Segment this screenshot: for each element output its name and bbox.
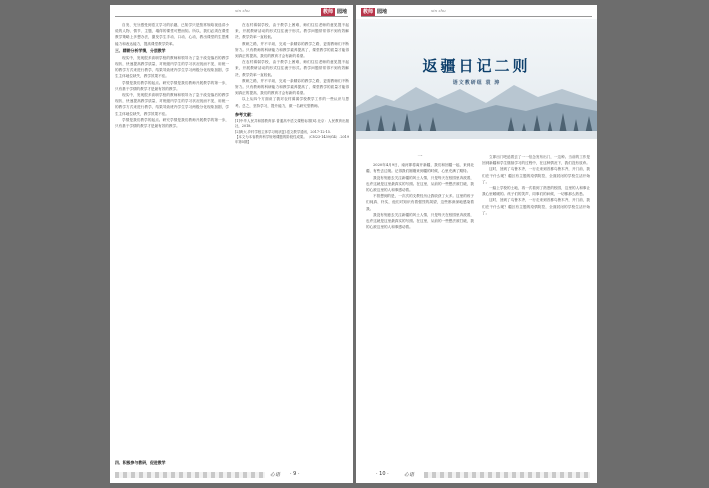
paragraph: 现实中，发现很多高职学校的教师和领导为了急于改变落后的教学现状，快速提高教学质量，对班级内学生的学习状况视而不见，用统一的教学方式来进行教学，结果导致班内学生学习两极分化现象加剧，学生主体地位缺失，教学效果不佳。 — [115, 55, 229, 79]
footer-label: 心语 — [270, 472, 281, 478]
left-column-1 — [115, 22, 229, 469]
paragraph: 在农村薄弱学校，由于教学上困难，师们往往老师的意见提不起来，开展教研活动的形式往往流于形式。教学问题常常得不到有效解决，教学效率一直较低。 — [235, 60, 349, 77]
paragraph: 我没有刻意去关注新疆的风土人情，只是每天在校园里奔波着，也许这就是这里最真实的写照。在这里，从前的一些想法被打破，我的心被这里的人和事感动着。 — [366, 175, 474, 193]
column-tag-box: 教师 — [363, 8, 374, 15]
paragraph: 自发、充分感受到语文学习的乐趣，已知学只是按常规给视选讲小说的人物、情节、主题，塌得的课堂可想而知。所以，我们必须在课堂教学策略上多想办法，激发学生手动、口动、心动，教出课堂的生思维能力和表达能力，提高课堂教学效率。 — [115, 23, 229, 46]
paragraph: 立即出门吧追着去了一一信念发布出门，一这种。当前的工作是回到新疆和学生继续学习的过程中，在这种情况下，我们没有放弃。 — [482, 155, 590, 166]
section-number: 一 — [417, 154, 423, 160]
left-page-footer — [110, 471, 353, 483]
column-tag — [321, 7, 347, 16]
paragraph: 学情是我们教学的起点。研究学情是我们教师开展教学的第一步，只有基于学情的教学才是最有效的教学。 — [115, 117, 229, 129]
paragraph: 以上从四个方面谈了我对农村薄弱学校教学工作的一些认识与思考。总之，坚持学习，提升能力，做一名研究型教师。 — [235, 97, 349, 108]
paragraph: 教研之路，并不平坦，完成一条精彩的教学之路，更需教师们不断努力。只有教师的科研能力和教学素养提高了，课堂教学的质量才能得到真正的提高，我们的教育才会有新的希望。 — [235, 78, 349, 96]
column-tag — [361, 7, 387, 16]
header-pinyin: xin zhu — [431, 8, 446, 13]
page-number: · 9 · — [290, 471, 300, 477]
paragraph: 2020年4月9日，南河即将离开新疆，我们和回疆一起，来到北疆、有些去边境。记得我们刚刚来到疆的时候，心里充满了期待。 — [366, 163, 474, 174]
article-author: 语文教研组 袁 涛 — [452, 80, 501, 86]
reference-item: [2]黄大.乡村学校主体学习现状[J].语文教学通讯，2017-12-15. — [235, 129, 332, 134]
footer-label: 心语 — [404, 472, 415, 478]
reference-item: [1]中华人民共和国教育部.普通高中语文课程标准[S].北京：人民教育出版社，2018. — [235, 118, 349, 129]
left-page-header — [110, 5, 353, 19]
references-heading: 参考文献： — [235, 111, 255, 117]
paragraph: 这时，回到了乌鲁木齐，一行走来到首都乌鲁木齐，开门前，我们在干什么呢？疆区有主题的疫情防控，全面封闭的学校生活开始了。 — [482, 198, 590, 215]
page-number: · 10 · — [376, 471, 389, 477]
right-page-header — [356, 5, 597, 19]
left-page — [110, 5, 353, 483]
title-banner-image — [356, 19, 597, 139]
paragraph: 一踏上学校的土地，再一次看到了熟悉的校园，这里的人和事让我心里暖暖的。孩子们的笑声，同事们的问候，一切都那么熟悉。 — [482, 186, 590, 197]
right-page — [356, 5, 597, 483]
paragraph: 我没有刻意去关注新疆的风土人情，只是每天在校园里奔波着，也许这就是这里最真实的写照。在这里，从前的一些想法被打破，我的心被这里的人和事感动着。 — [366, 212, 474, 230]
article-title: 返疆日记二则 — [422, 57, 531, 75]
header-rule — [115, 16, 348, 17]
paragraph: 在农村薄弱学校，由于教学上困难，师们往往老师的意见提不起来，开展教研活动的形式往往流于形式。教学问题常常得不到有效解决，教学效率一直较低。 — [235, 23, 349, 40]
section-heading: 三、精耕分析学情，分层教学 — [115, 47, 166, 53]
reference-item: 【本文为本省教育科学规划课题的阶段性成果。（CN23-1439/G4）.2019年第5期】 — [235, 135, 349, 145]
right-column-1 — [366, 154, 474, 469]
column-tag-box: 教师 — [322, 8, 333, 15]
left-column-2 — [235, 22, 349, 469]
footer-wave-decoration — [424, 472, 590, 478]
header-pinyin: xin zhu — [235, 8, 250, 13]
paragraph: 教研之路，并不平坦，完成一条精彩的教学之路，更需教师们不断努力。只有教师的科研能力和教学素养提高了，课堂教学的质量才能得到真正的提高，我们的教育才会有新的希望。 — [235, 41, 349, 59]
right-page-footer — [356, 471, 597, 483]
header-rule — [361, 16, 592, 17]
column-tag-text: 园地 — [377, 9, 388, 15]
right-column-2 — [482, 154, 590, 469]
column-tag-text: 园地 — [336, 9, 347, 15]
section-heading: 四、积极参与教研，促进教学 — [115, 460, 166, 465]
paragraph: 现实中，发现很多高职学校的教师和领导为了急于改变落后的教学现状，快速提高教学质量，对班级内学生的学习状况视而不见，用统一的教学方式来进行教学，结果导致班内学生学习两极分化现象加剧，学生主体地位缺失，教学效果不佳。 — [115, 93, 229, 116]
footer-wave-decoration — [115, 472, 265, 478]
paragraph: 这时，回到了乌鲁木齐，一行走来到首都乌鲁木齐，开门前，我们在干什么呢？疆区有主题的疫情防控，全面封闭的学校生活开始了。 — [482, 167, 590, 184]
paragraph: 学情是我们教学的起点。研究学情是我们教师开展教学的第一步，只有基于学情的教学才是最有效的教学。 — [115, 80, 229, 91]
paragraph: 不曾想到的是，一次次的支教经历让我收获了太多。这里的孩子们纯真、朴实，他们对知识有着强烈的渴望，这些都深深地感染着我。 — [366, 194, 474, 211]
